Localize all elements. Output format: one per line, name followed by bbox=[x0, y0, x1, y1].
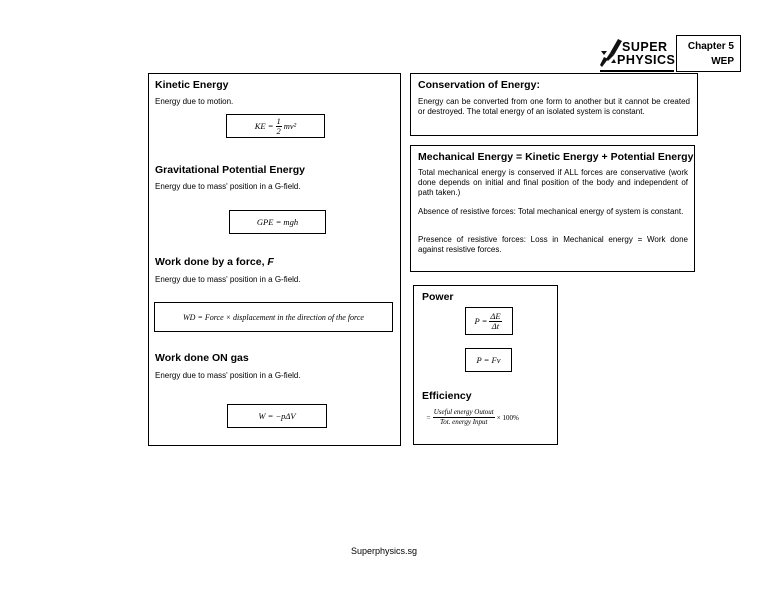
chapter-label: Chapter 5 bbox=[687, 41, 734, 52]
mechanical-para-2: Absence of resistive forces: Total mechanical energy of system is constant. bbox=[418, 207, 684, 216]
mechanical-panel bbox=[410, 145, 695, 272]
logo-text-physics: PHYSICS bbox=[617, 53, 676, 67]
work-force-heading-text: Work done by a force, bbox=[155, 256, 268, 268]
power-heading: Power bbox=[422, 291, 454, 303]
gpe-desc: Energy due to mass' position in a G-field. bbox=[155, 182, 301, 191]
conservation-panel bbox=[410, 73, 698, 136]
conservation-heading: Conservation of Energy: bbox=[418, 79, 540, 91]
kinetic-heading: Kinetic Energy bbox=[155, 79, 229, 91]
kinetic-desc: Energy due to motion. bbox=[155, 97, 234, 106]
kinetic-formula-rhs: mv² bbox=[283, 121, 297, 131]
power-fraction-den: Δt bbox=[491, 320, 500, 331]
efficiency-fraction-den: Tot. energy Input bbox=[439, 418, 488, 426]
power-fraction bbox=[489, 312, 501, 331]
kinetic-fraction-den: 2 bbox=[276, 125, 281, 136]
work-gas-formula: W = −pΔV bbox=[227, 404, 327, 428]
logo-underline bbox=[600, 70, 674, 72]
chapter-topic: WEP bbox=[711, 56, 734, 67]
kinetic-fraction-num: 1 bbox=[276, 115, 281, 126]
power-panel bbox=[413, 285, 558, 445]
efficiency-formula-rhs: × 100% bbox=[496, 413, 519, 422]
work-gas-heading: Work done ON gas bbox=[155, 352, 249, 364]
logo-text-super: SUPER bbox=[622, 40, 668, 54]
power-formula-energy bbox=[465, 307, 513, 335]
kinetic-fraction bbox=[276, 117, 282, 136]
power-fraction-num: ΔE bbox=[490, 310, 501, 321]
work-force-heading bbox=[155, 256, 274, 268]
chapter-badge bbox=[676, 35, 741, 72]
kinetic-formula bbox=[226, 114, 325, 138]
mechanical-para-3: Presence of resistive forces: Loss in Mechanical energy = Work done against resistive forces. bbox=[418, 235, 688, 254]
conservation-text: Energy can be converted from one form to another but it cannot be created or destroyed. The total energy of an isolated system is constant. bbox=[418, 97, 690, 116]
footer-website: Superphysics.sg bbox=[350, 546, 418, 556]
work-force-heading-symbol: F bbox=[267, 256, 274, 268]
efficiency-fraction bbox=[433, 408, 495, 427]
mechanical-para-1: Total mechanical energy is conserved if ALL forces are conservative (work done depends on initial and final position of the body and independent of path taken.) bbox=[418, 168, 688, 197]
power-formula-force: P = Fv bbox=[465, 348, 512, 372]
efficiency-formula bbox=[426, 408, 519, 427]
work-force-desc: Energy due to mass' position in a G-field. bbox=[155, 275, 301, 284]
mechanical-heading: Mechanical Energy = Kinetic Energy + Potential Energy bbox=[418, 151, 694, 163]
work-gas-desc: Energy due to mass' position in a G-field. bbox=[155, 371, 301, 380]
efficiency-fraction-num: Useful energy Outout bbox=[433, 408, 494, 416]
power-formula-lhs: P = bbox=[474, 316, 488, 326]
efficiency-formula-lhs: = bbox=[426, 413, 431, 422]
work-force-formula: WD = Force × displacement in the direction of the force bbox=[154, 302, 393, 332]
formula-panel-left bbox=[148, 73, 401, 446]
gpe-heading: Gravitational Potential Energy bbox=[155, 164, 305, 176]
gpe-formula: GPE = mgh bbox=[229, 210, 326, 234]
efficiency-heading: Efficiency bbox=[422, 390, 472, 402]
super-physics-logo bbox=[598, 37, 678, 73]
kinetic-formula-lhs: KE = bbox=[254, 121, 274, 131]
